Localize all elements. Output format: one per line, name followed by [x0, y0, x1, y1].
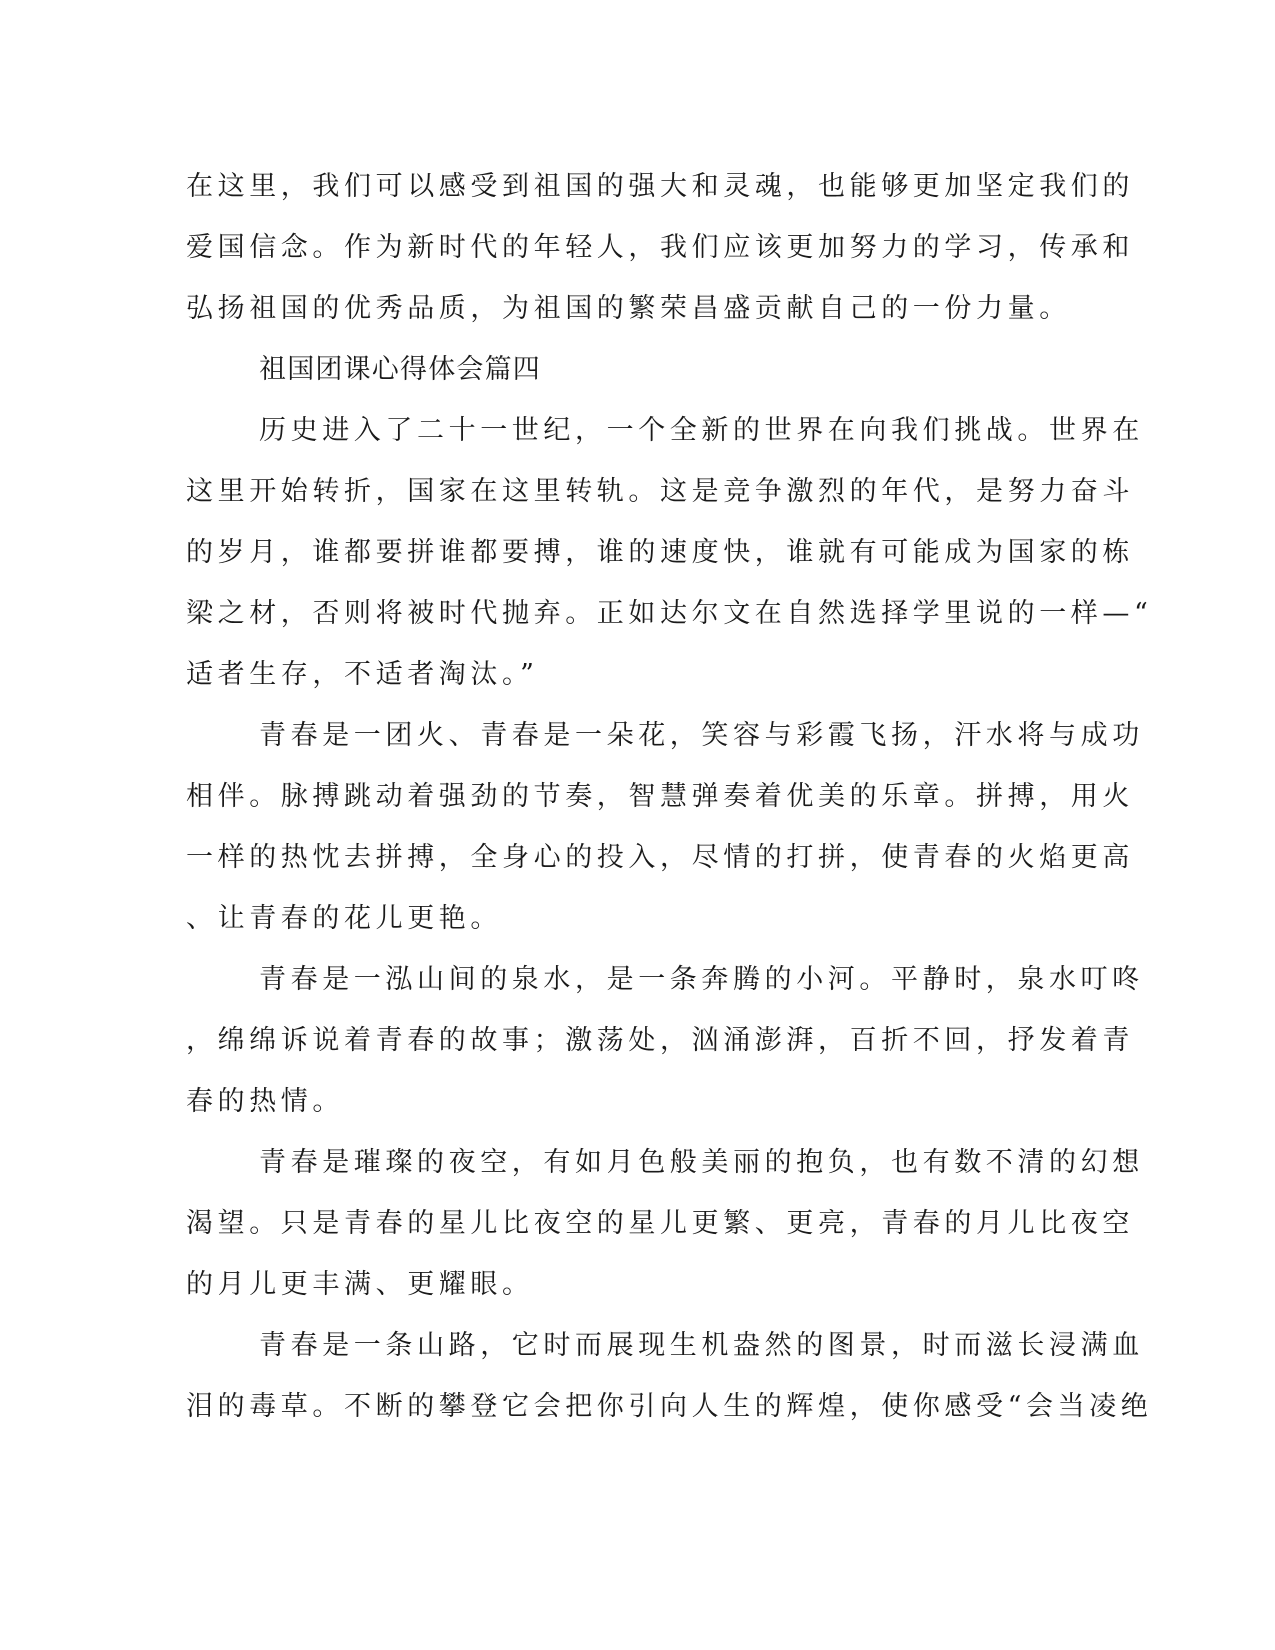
- text-line: 春的热情。: [186, 1086, 344, 1117]
- text-line: 爱国信念。作为新时代的年轻人，我们应该更加努力的学习，传承和: [186, 232, 1134, 263]
- text-line: 、让青春的花儿更艳。: [186, 903, 502, 934]
- document-body: [186, 166, 1153, 1447]
- text-line: 青春是一团火、青春是一朵花，笑容与彩霞飞扬，汗水将与成功: [259, 720, 1144, 751]
- text-line: 青春是一条山路，它时而展现生机盎然的图景，时而滋长浸满血: [259, 1330, 1144, 1361]
- text-line: 青春是一泓山间的泉水，是一条奔腾的小河。平静时，泉水叮咚: [259, 964, 1144, 995]
- text-line: 的岁月，谁都要拼谁都要搏，谁的速度快，谁就有可能成为国家的栋: [186, 537, 1134, 568]
- text-line: 的月儿更丰满、更耀眼。: [186, 1269, 534, 1300]
- text-line: ，绵绵诉说着青春的故事；激荡处，汹涌澎湃，百折不回，抒发着青: [186, 1025, 1134, 1056]
- text-line: 青春是璀璨的夜空，有如月色般美丽的抱负，也有数不清的幻想: [259, 1147, 1144, 1178]
- text-line: 这里开始转折，国家在这里转轨。这是竞争激烈的年代，是努力奋斗: [186, 476, 1134, 507]
- text-line: 历史进入了二十一世纪，一个全新的世界在向我们挑战。世界在: [259, 415, 1144, 446]
- text-line: 泪的毒草。不断的攀登它会把你引向人生的辉煌，使你感受“会当凌绝: [186, 1391, 1153, 1422]
- section-heading: 祖国团课心得体会篇四: [259, 354, 541, 385]
- text-line: 适者生存，不适者淘汰。”: [186, 659, 539, 690]
- text-line: 渴望。只是青春的星儿比夜空的星儿更繁、更亮，青春的月儿比夜空: [186, 1208, 1134, 1239]
- text-line: 相伴。脉搏跳动着强劲的节奏，智慧弹奏着优美的乐章。拼搏，用火: [186, 781, 1134, 812]
- text-line: 一样的热忱去拼搏，全身心的投入，尽情的打拼，使青春的火焰更高: [186, 842, 1134, 873]
- text-line: 弘扬祖国的优秀品质，为祖国的繁荣昌盛贡献自己的一份力量。: [186, 293, 1071, 324]
- text-line: 在这里，我们可以感受到祖国的强大和灵魂，也能够更加坚定我们的: [186, 171, 1134, 202]
- text-line: 梁之材，否则将被时代抛弃。正如达尔文在自然选择学里说的一样—“: [186, 598, 1153, 629]
